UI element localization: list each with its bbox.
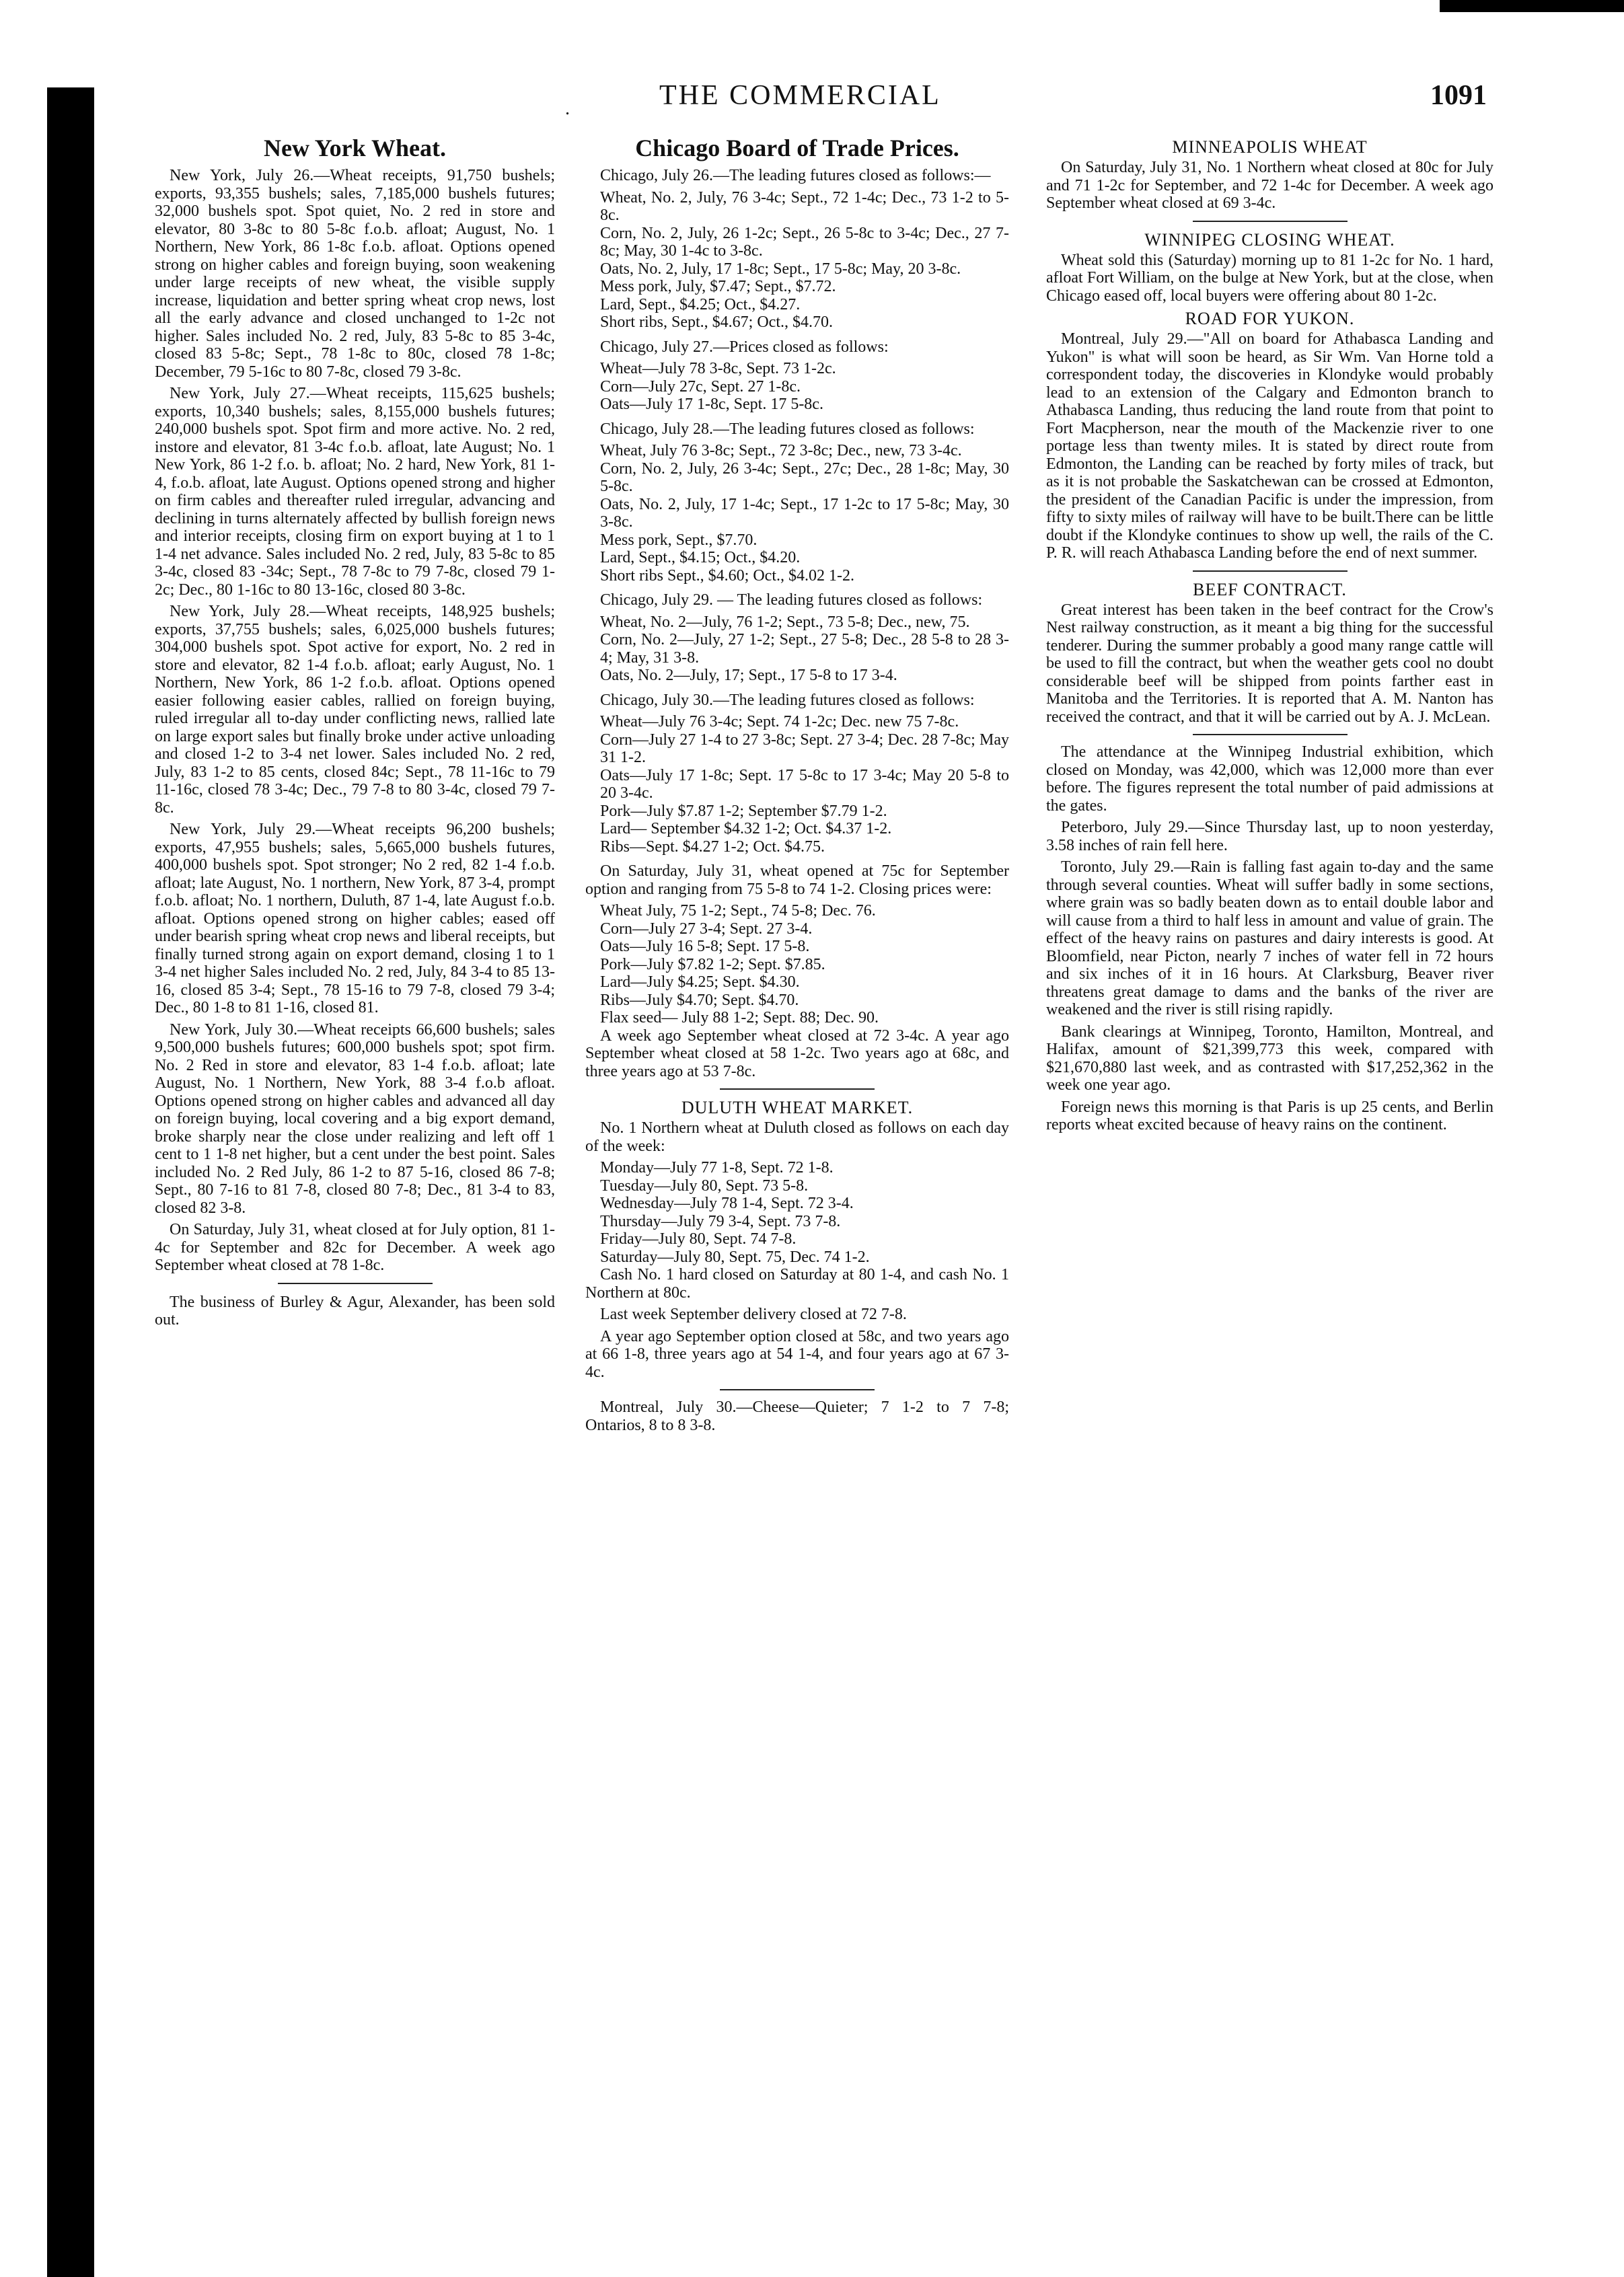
- price-line: Oats—July 17 1-8c; Sept. 17 5-8c to 17 3-4c; May 20 5-8 to 20 3-4c.: [600, 766, 1009, 802]
- article-paragraph: Cash No. 1 hard closed on Saturday at 80 1-4, and cash No. 1 Northern at 80c.: [585, 1266, 1009, 1302]
- business-note: The business of Burley & Agur, Alexander, has been sold out.: [155, 1293, 555, 1329]
- price-line: Lard, Sept., $4.25; Oct., $4.27.: [600, 295, 801, 313]
- price-line: Corn, No. 2—July, 27 1-2; Sept., 27 5-8; Dec., 28 5-8 to 28 3-4; May, 31 3-8.: [600, 631, 1009, 667]
- price-line: Tuesday—July 80, Sept. 73 5-8.: [600, 1177, 809, 1195]
- article-title: New York Wheat.: [264, 135, 446, 161]
- article-paragraph: New York, July 29.—Wheat receipts 96,200 bushels; exports, 47,955 bushels; sales, 5,665,000 bushels futures, 400,000 bushels spot. Spot stronger; No 2 red, 82 1-4 f.o.b. afloat; late August, No. 1 northern, New York, 87 3-4, prompt f.o.b. afloat; No. 1 northern, Duluth, 87 1-4, late August f.o.b. afloat. Options opened strong on higher cables; eased off under bearish spring wheat crop news and liberal receipts, but finally turned strong again on export demand, closing 1 to 1 3-4 net higher Sales included No. 2 red, July, 84 3-4 to 85 13-16, closed 85 3-4; Sept., 78 15-16 to 79 7-8, closed 79 3-4; Dec., 80 1-8 to 81 1-16, closed 81.: [155, 821, 555, 1016]
- article-paragraph: Last week September delivery closed at 72 7-8.: [600, 1306, 907, 1323]
- price-line: Friday—July 80, Sept. 74 7-8.: [600, 1230, 797, 1248]
- article-paragraph: Great interest has been taken in the beef contract for the Crow's Nest railway construction, as it meant a big thing for the successful tenderer. During the summer probably a good many range cattle will be used to fill the contract, but when the weather gets cool no doubt considerable beef will be shipped from points farther east in Manitoba and the Territories. It is reported that A. M. Nanton has received the contract, and that it will be carried out by A. J. McLean.: [1046, 601, 1493, 726]
- article-paragraph: Peterboro, July 29.—Since Thursday last, up to noon yesterday, 3.58 inches of rain fell here.: [1046, 819, 1493, 854]
- section-heading: MINNEAPOLIS WHEAT: [1172, 137, 1368, 157]
- price-line: Oats, No. 2—July, 17; Sept., 17 5-8 to 17 3-4.: [600, 667, 897, 684]
- divider-rule: [1193, 734, 1348, 735]
- publication-title: THE COMMERCIAL: [659, 80, 941, 111]
- market-intro: Chicago, July 29. — The leading futures closed as follows:: [600, 591, 983, 609]
- section-heading: ROAD FOR YUKON.: [1185, 309, 1355, 328]
- price-line: Saturday—July 80, Sept. 75, Dec. 74 1-2.: [600, 1248, 870, 1266]
- divider-rule: [1193, 221, 1348, 222]
- article-paragraph: Wheat sold this (Saturday) morning up to 81 1-2c for No. 1 hard, afloat Fort William, on the bulge at New York, but at the close, when Chicago eased off, local buyers were offering about 80 1-2c.: [1046, 251, 1493, 305]
- market-intro: Chicago, July 30.—The leading futures closed as follows:: [600, 691, 975, 709]
- divider-rule: [1193, 570, 1348, 572]
- market-intro: Chicago, July 28.—The leading futures closed as follows:: [600, 420, 975, 438]
- article-title: Chicago Board of Trade Prices.: [635, 135, 959, 161]
- price-line: Oats—July 16 5-8; Sept. 17 5-8.: [600, 938, 810, 955]
- article-paragraph: Montreal, July 30.—Cheese—Quieter; 7 1-2 to 7 7-8; Ontarios, 8 to 8 3-8.: [585, 1398, 1009, 1434]
- price-line: Pork—July $7.82 1-2; Sept. $7.85.: [600, 955, 825, 973]
- page-number: 1091: [1430, 80, 1487, 111]
- article-paragraph: The attendance at the Winnipeg Industrial exhibition, which closed on Monday, was 42,000, which was 12,000 more than ever before. The figures represent the total number of paid admissions at the gates.: [1046, 743, 1493, 815]
- price-line: Oats, No. 2, July, 17 1-8c; Sept., 17 5-8c; May, 20 3-8c.: [600, 260, 961, 278]
- article-paragraph: A year ago September option closed at 58c, and two years ago at 66 1-8, three years ago at 54 1-4, and four years ago at 67 3-4c.: [585, 1327, 1009, 1381]
- section-heading: DULUTH WHEAT MARKET.: [681, 1098, 914, 1117]
- price-line: Wheat, No. 2, July, 76 3-4c; Sept., 72 1-4c; Dec., 73 1-2 to 5-8c.: [600, 188, 1009, 224]
- price-line: Corn—July 27 3-4; Sept. 27 3-4.: [600, 920, 813, 938]
- article-paragraph: New York, July 27.—Wheat receipts, 115,625 bushels; exports, 10,340 bushels; sales, 8,155,000 bushels futures; 240,000 bushels spot. Spot firm and more active. No. 2 red, instore and elevator, 81 3-4c f.o.b. afloat, late August; No. 1 New York, 86 1-2 f.o. b. afloat; No. 2 hard, New York, 81 1-4, f.o.b. afloat, late August. Options opened strong and higher on firm cables and thereafter ruled irregular, advancing and declining in turns alternately affected by bullish foreign news and interior receipts, closing firm on export buying at 1 to 1 1-4 net advance. Sales included No. 2 red, July, 83 5-8c to 85 3-4c, closed 83 -34c; Sept., 78 7-8c to 79 7-8c, closed 79 1-2c; Dec., 80 1-16c to 80 13-16c, closed 80 3-8c.: [155, 385, 555, 599]
- price-line: Short ribs Sept., $4.60; Oct., $4.02 1-2.: [600, 566, 854, 585]
- market-intro: Chicago, July 26.—The leading futures closed as follows:—: [600, 167, 991, 184]
- article-paragraph: Toronto, July 29.—Rain is falling fast again to-day and the same through several counties. Wheat will suffer badly in some sections, where grain was so badly beaten down as to entail double labor and will cause from a third to half less in amount and value of grain. The effect of the heavy rains on pastures and dairy interests is good. At Bloomfield, near Picton, nearly 7 inches of water fell in 72 hours and six inches of it in 16 hours. At Clarksburg, Beaver river threatens great damage to dams and the banks of the river are weakened and the river is still rising rapidly.: [1046, 858, 1493, 1018]
- divider-rule: [720, 1088, 875, 1090]
- section-heading: WINNIPEG CLOSING WHEAT.: [1144, 229, 1395, 250]
- price-line: Oats—July 17 1-8c, Sept. 17 5-8c.: [600, 396, 823, 413]
- price-line: Oats, No. 2, July, 17 1-4c; Sept., 17 1-2c to 17 5-8c; May, 30 3-8c.: [600, 495, 1009, 531]
- price-line: Mess pork, July, $7.47; Sept., $7.72.: [600, 278, 836, 295]
- header-dot: .: [565, 98, 570, 119]
- week-ago-paragraph: A week ago September wheat closed at 72 3-4c. A year ago September wheat closed at 58 1-2c. Two years ago at 68c, and three years ago at 53 7-8c.: [585, 1026, 1009, 1080]
- price-line: Wheat, No. 2—July, 76 1-2; Sept., 73 5-8; Dec., new, 75.: [600, 613, 970, 631]
- article-paragraph: Bank clearings at Winnipeg, Toronto, Hamilton, Montreal, and Halifax, amount of $21,399,773 this week, compared with $21,670,880 last week, and as contrasted with $17,252,362 in the week one year ago.: [1046, 1022, 1493, 1094]
- price-line: Lard— September $4.32 1-2; Oct. $4.37 1-2.: [600, 820, 892, 837]
- price-line: Corn—July 27 1-4 to 27 3-8c; Sept. 27 3-4; Dec. 28 7-8c; May 31 1-2.: [600, 731, 1009, 766]
- price-line: Thursday—July 79 3-4, Sept. 73 7-8.: [600, 1212, 841, 1230]
- price-line: Corn, No. 2, July, 26 1-2c; Sept., 26 5-8c to 3-4c; Dec., 27 7-8c; May, 30 1-4c to 3-8c.: [600, 224, 1009, 260]
- article-paragraph: Montreal, July 29.—"All on board for Athabasca Landing and Yukon" is what will soon be heard, as Sir Wm. Van Horne told a correspondent today, the discoveries in Klondyke would probably lead to an extension of the Calgary and Edmonton branch to Athabasca Landing, thus reducing the land route from that point to Fort Macpherson, near the mouth of the Mackenzie river to one portage less than twenty miles. It is stated by direct route from Edmonton, the Landing can be reached by forty miles of track, but as it is not probable the Saskatchewan can be crossed at Edmonton, the president of the Canadian Pacific is under the impression, from fifty to sixty miles of railway will have to be built.There can be little doubt if the Klondyke continues to show up well, the rails of the C. P. R. will reach Athabasca Landing before the end of next summer.: [1046, 330, 1493, 562]
- price-line: Flax seed— July 88 1-2; Sept. 88; Dec. 90.: [600, 1009, 879, 1026]
- scan-binding-shadow: [47, 87, 94, 2277]
- market-intro: Chicago, July 27.—Prices closed as follows:: [600, 338, 889, 356]
- article-paragraph: On Saturday, July 31, No. 1 Northern wheat closed at 80c for July and 71 1-2c for September, and 72 1-4c for December. A week ago September wheat closed at 69 3-4c.: [1046, 159, 1493, 212]
- price-line: Short ribs, Sept., $4.67; Oct., $4.70.: [600, 313, 833, 331]
- price-line: Lard, Sept., $4.15; Oct., $4.20.: [600, 549, 801, 566]
- price-line: Pork—July $7.87 1-2; September $7.79 1-2.: [600, 802, 887, 820]
- section-heading: BEEF CONTRACT.: [1193, 579, 1347, 599]
- column-chicago-board: [585, 135, 1009, 1438]
- price-line: Ribs—Sept. $4.27 1-2; Oct. $4.75.: [600, 837, 825, 856]
- price-line: Monday—July 77 1-8, Sept. 72 1-8.: [600, 1159, 834, 1177]
- price-line: Corn—July 27c, Sept. 27 1-8c.: [600, 377, 801, 396]
- price-line: Lard—July $4.25; Sept. $4.30.: [600, 973, 800, 991]
- column-regional-news: [1046, 135, 1493, 1138]
- divider-rule: [720, 1389, 875, 1390]
- price-line: Wheat, July 76 3-8c; Sept., 72 3-8c; Dec., new, 73 3-4c.: [600, 442, 962, 459]
- article-paragraph: Foreign news this morning is that Paris is up 25 cents, and Berlin reports wheat excited because of heavy rains on the continent.: [1046, 1098, 1493, 1133]
- article-paragraph: New York, July 28.—Wheat receipts, 148,925 bushels; exports, 37,755 bushels; sales, 6,025,000 bushels futures; 304,000 bushels spot. Spot active for export, No. 2 red in store and elevator, 82 1-4 f.o.b. afloat; early August, No. 1 Northern, New York, 86 1-2 f.o.b. afloat. Options opened easier following easier cables, rallied on foreign buying, ruled irregular all to-day under conflicting news, rallied late on large export sales but finally broke under active unloading and closed 1-2 to 3-4 net lower. Sales included No. 2 red, July, 83 1-2 to 85 cents, closed 84c; Sept., 78 11-16c to 79 11-16c, closed 78 3-4c; Dec., 79 7-8 to 80 3-4c, closed 79 7-8c.: [155, 603, 555, 817]
- article-paragraph: On Saturday, July 31, wheat closed at for July option, 81 1-4c for September and 82c for December. A week ago September wheat closed at 78 1-8c.: [155, 1221, 555, 1274]
- saturday-intro: On Saturday, July 31, wheat opened at 75c for September option and ranging from 75 5-8 to 74 1-2. Closing prices were:: [585, 862, 1009, 898]
- divider-rule: [278, 1283, 433, 1284]
- page-header: [108, 74, 1487, 121]
- column-new-york-wheat: [155, 135, 555, 1333]
- price-line: Wheat—July 78 3-8c, Sept. 73 1-2c.: [600, 360, 836, 377]
- price-line: Mess pork, Sept., $7.70.: [600, 531, 758, 549]
- article-paragraph: New York, July 30.—Wheat receipts 66,600 bushels; sales 9,500,000 bushels futures; 600,000 bushels spot; spot firm. No. 2 Red in store and elevator, 83 1-4 f.o.b. afloat; late August, No. 1 Northern, New York, 88 3-4 f.o.b afloat. Options opened strong on higher cables and advanced all day on foreign buying, local covering and a big export demand, broke sharply near the close under realizing and left off 1 cent to 1 1-8 net higher, but a cent under the best point. Sales included No. 2 Red July, 86 1-2 to 87 5-16, closed 86 7-8; Sept., 80 7-16 to 81 7-8, closed 80 7-8; Dec., 81 3-4 to 83, closed 82 3-8.: [155, 1020, 555, 1217]
- price-line: Corn, No. 2, July, 26 3-4c; Sept., 27c; Dec., 28 1-8c; May, 30 5-8c.: [600, 459, 1009, 495]
- price-line: Wheat—July 76 3-4c; Sept. 74 1-2c; Dec. new 75 7-8c.: [600, 713, 959, 731]
- price-line: Wednesday—July 78 1-4, Sept. 72 3-4.: [600, 1195, 854, 1212]
- market-intro: No. 1 Northern wheat at Duluth closed as follows on each day of the week:: [585, 1119, 1009, 1155]
- top-edge-bar: [1440, 0, 1624, 12]
- article-paragraph: New York, July 26.—Wheat receipts, 91,750 bushels; exports, 93,355 bushels; sales, 7,185,000 bushels futures; 32,000 bushels spot. Spot quiet, No. 2 red in store and elevator, 80 3-8c to 80 5-8c f.o.b. afloat; August, No. 1 Northern, New York, 86 1-8c f.o.b. afloat. Options opened strong on higher cables and foreign buying, soon weakening under large receipts of new wheat, the visible supply increase, liquidation and better spring wheat crop news, lost all the early advance and closed unchanged to 1-2c not higher. Sales included No. 2 red, July, 83 5-8c to 85 3-4c, closed 83 5-8c; Sept., 78 1-8c to 80c, closed 78 1-8c; December, 79 5-16c to 80 7-8c, closed 79 3-8c.: [155, 167, 555, 381]
- price-line: Ribs—July $4.70; Sept. $4.70.: [600, 991, 799, 1009]
- price-line: Wheat July, 75 1-2; Sept., 74 5-8; Dec. 76.: [600, 902, 876, 920]
